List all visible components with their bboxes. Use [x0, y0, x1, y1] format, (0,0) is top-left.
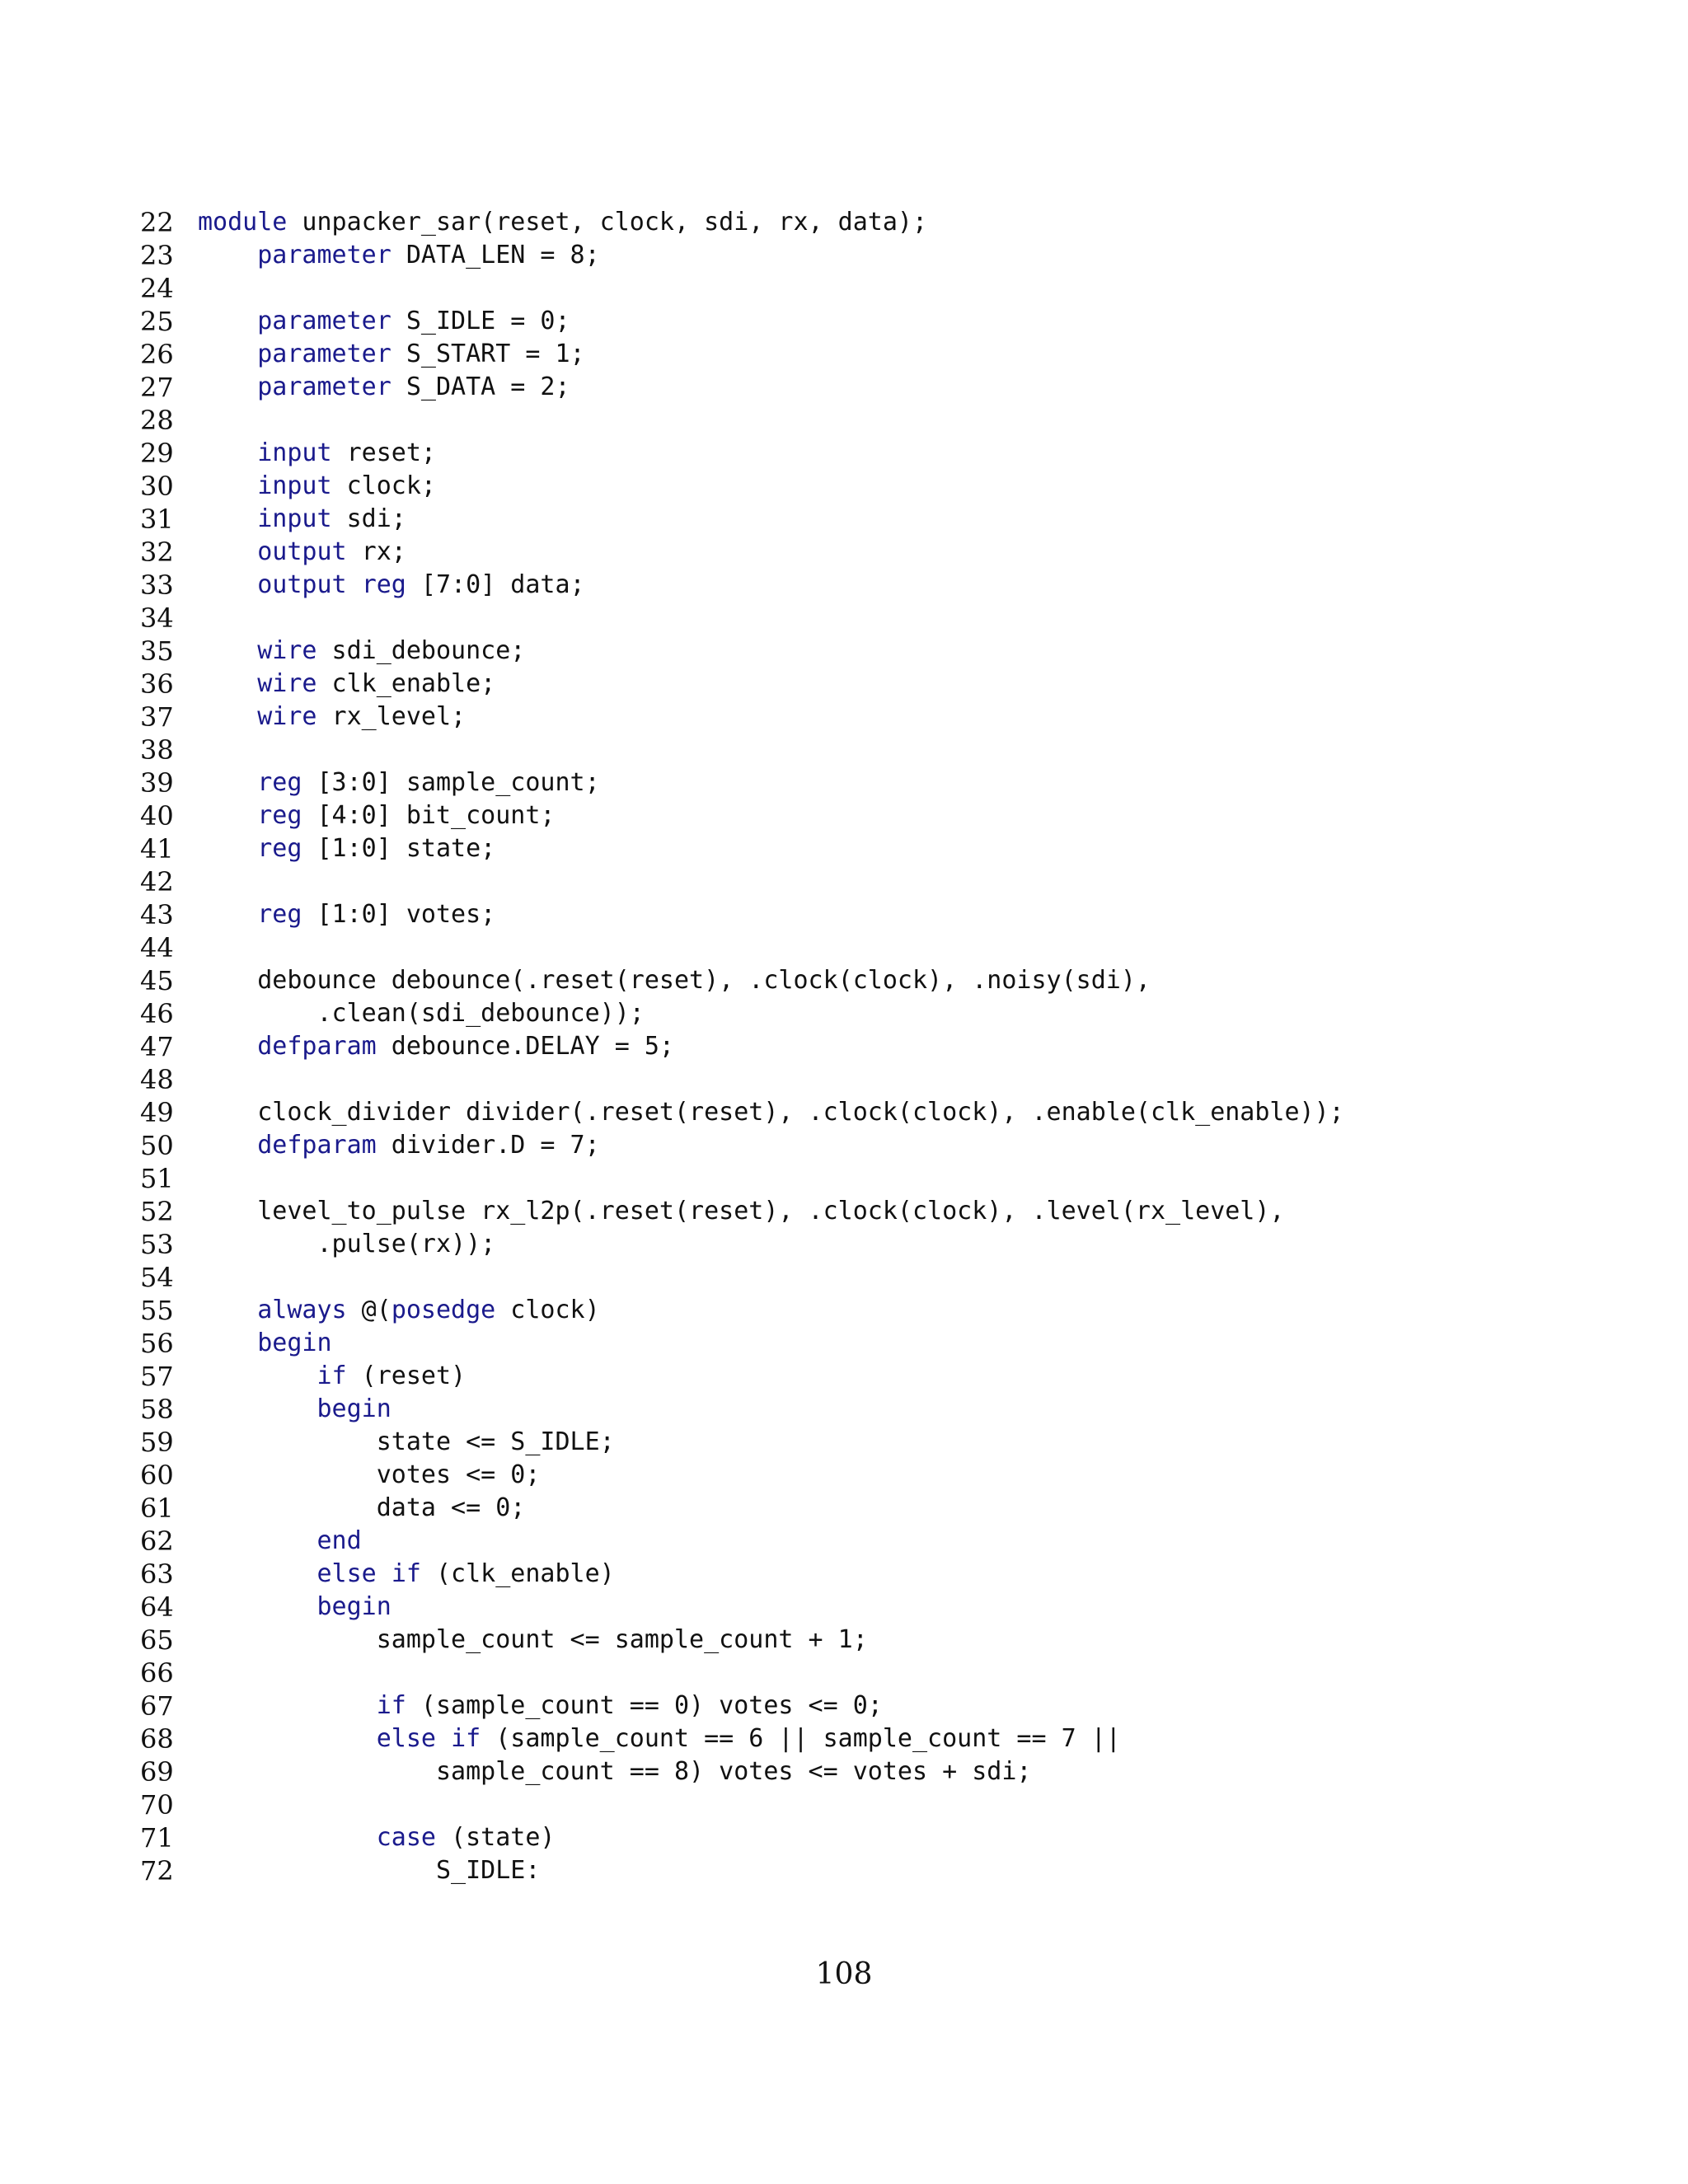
code-token: clock;	[331, 471, 436, 500]
indent	[198, 537, 257, 566]
line-number: 65	[140, 1624, 174, 1656]
code-keyword: parameter	[257, 241, 392, 269]
code-line	[140, 1393, 1624, 1426]
code-line	[140, 1525, 1624, 1558]
code-token: sdi_debounce;	[316, 636, 526, 665]
line-number: 47	[140, 1031, 174, 1062]
code-text	[198, 1722, 1121, 1755]
line-number: 38	[140, 734, 174, 766]
line-number: 54	[140, 1262, 174, 1293]
indent	[198, 1592, 317, 1621]
line-number: 27	[140, 372, 174, 403]
code-token: sdi;	[331, 504, 406, 533]
code-line	[140, 766, 1624, 799]
line-number: 44	[140, 932, 174, 963]
line-number: 46	[140, 998, 174, 1029]
code-keyword: always	[257, 1296, 347, 1324]
code-text	[198, 766, 600, 799]
code-line	[140, 1591, 1624, 1624]
code-text	[198, 1393, 392, 1426]
indent	[198, 1230, 317, 1258]
code-text	[198, 1525, 362, 1558]
code-text	[198, 1030, 674, 1063]
code-line	[140, 964, 1624, 997]
code-token: .pulse(rx));	[316, 1230, 496, 1258]
code-token: S_DATA = 2;	[391, 373, 570, 401]
code-token: [3:0] sample_count;	[302, 768, 600, 797]
indent	[198, 373, 257, 401]
code-keyword: else	[316, 1559, 377, 1588]
code-line	[140, 931, 1624, 964]
code-line	[140, 602, 1624, 635]
line-number: 50	[140, 1130, 174, 1161]
code-text	[198, 1228, 495, 1261]
code-line	[140, 668, 1624, 701]
line-number: 35	[140, 635, 174, 667]
indent	[198, 1823, 377, 1852]
code-line	[140, 1063, 1624, 1096]
code-keyword: if	[391, 1559, 421, 1588]
indent	[198, 636, 257, 665]
code-line	[140, 272, 1624, 305]
line-number: 67	[140, 1690, 174, 1722]
code-token: S_IDLE:	[435, 1856, 541, 1885]
code-keyword: parameter	[257, 307, 392, 335]
code-token: @(	[346, 1296, 392, 1324]
code-keyword: input	[257, 471, 332, 500]
code-token: [7:0] data;	[406, 570, 585, 599]
code-line	[140, 1129, 1624, 1162]
line-number: 55	[140, 1295, 174, 1326]
line-number: 69	[140, 1756, 174, 1788]
code-line	[140, 1690, 1624, 1722]
code-token: debounce debounce(.reset(reset), .clock(clock), .noisy(sdi),	[257, 966, 1151, 995]
line-number: 23	[140, 240, 174, 271]
line-number: 24	[140, 273, 174, 304]
code-line	[140, 701, 1624, 733]
indent	[198, 702, 257, 731]
code-line	[140, 1195, 1624, 1228]
line-number: 68	[140, 1723, 174, 1755]
line-number: 41	[140, 833, 174, 865]
line-number: 43	[140, 899, 174, 930]
line-number: 32	[140, 537, 174, 568]
code-keyword: if	[376, 1691, 406, 1720]
code-keyword: end	[316, 1526, 362, 1555]
indent	[198, 1625, 377, 1654]
line-number: 62	[140, 1526, 174, 1557]
code-line	[140, 733, 1624, 766]
code-line	[140, 1788, 1624, 1821]
code-token: data <= 0;	[376, 1493, 526, 1522]
line-number: 66	[140, 1657, 174, 1689]
code-line	[140, 1261, 1624, 1294]
code-token: (state)	[436, 1823, 556, 1852]
code-keyword: reg	[257, 768, 302, 797]
code-text	[198, 668, 495, 701]
line-number: 25	[140, 306, 174, 337]
indent	[198, 1724, 377, 1753]
line-number: 61	[140, 1493, 174, 1524]
indent	[198, 1757, 436, 1786]
indent	[198, 1361, 317, 1390]
code-token: S_IDLE = 0;	[391, 307, 570, 335]
code-line	[140, 470, 1624, 503]
code-keyword: begin	[316, 1394, 392, 1423]
code-text	[198, 1459, 540, 1492]
code-line	[140, 503, 1624, 536]
indent	[198, 1856, 436, 1885]
code-line	[140, 1854, 1624, 1887]
page-number: 108	[815, 1957, 873, 1991]
code-token: clock_divider divider(.reset(reset), .clock(clock), .enable(clk_enable));	[257, 1098, 1344, 1127]
code-keyword: reg	[257, 900, 302, 929]
code-keyword: input	[257, 438, 332, 467]
code-keyword: else	[376, 1724, 436, 1753]
indent	[198, 340, 257, 368]
code-keyword: output	[257, 537, 347, 566]
code-text	[198, 1821, 556, 1854]
code-token: debounce.DELAY = 5;	[376, 1032, 674, 1061]
code-line	[140, 305, 1624, 338]
line-number: 26	[140, 339, 174, 370]
code-token: [1:0] state;	[302, 834, 496, 863]
code-token: rx;	[346, 537, 406, 566]
code-text	[198, 799, 555, 832]
code-line	[140, 1426, 1624, 1459]
line-number: 36	[140, 668, 174, 700]
code-token: unpacker_sar(reset, clock, sdi, rx, data);	[287, 208, 928, 237]
line-number: 30	[140, 471, 174, 502]
code-keyword: reg	[257, 834, 302, 863]
code-text	[198, 1690, 883, 1722]
line-number: 22	[140, 207, 174, 238]
code-line	[140, 239, 1624, 272]
code-keyword: parameter	[257, 373, 392, 401]
indent	[198, 1197, 257, 1226]
code-token: sample_count <= sample_count + 1;	[376, 1625, 868, 1654]
code-line	[140, 635, 1624, 668]
line-number: 60	[140, 1460, 174, 1491]
code-line	[140, 1162, 1624, 1195]
line-number: 34	[140, 602, 174, 634]
code-keyword: wire	[257, 636, 317, 665]
indent	[198, 1329, 257, 1357]
code-keyword: module	[198, 208, 288, 237]
line-number: 53	[140, 1229, 174, 1260]
code-line	[140, 1821, 1624, 1854]
line-number: 39	[140, 767, 174, 799]
line-number: 52	[140, 1196, 174, 1227]
code-text	[198, 997, 645, 1030]
code-listing	[140, 206, 1624, 1887]
code-text	[198, 635, 525, 668]
code-line	[140, 1030, 1624, 1063]
code-line	[140, 338, 1624, 371]
code-text	[198, 437, 436, 470]
code-token: clock)	[495, 1296, 600, 1324]
code-keyword: defparam	[257, 1131, 377, 1160]
code-keyword: reg	[361, 570, 406, 599]
code-keyword: output	[257, 570, 347, 599]
code-text	[198, 1558, 615, 1591]
code-line	[140, 1492, 1624, 1525]
line-number: 42	[140, 866, 174, 898]
indent	[198, 1493, 377, 1522]
code-text	[198, 1624, 868, 1657]
code-line	[140, 1624, 1624, 1657]
code-line	[140, 437, 1624, 470]
code-line	[140, 1755, 1624, 1788]
code-keyword: case	[376, 1823, 436, 1852]
line-number: 59	[140, 1427, 174, 1458]
line-number: 28	[140, 405, 174, 436]
indent	[198, 438, 257, 467]
code-line	[140, 832, 1624, 865]
line-number: 29	[140, 438, 174, 469]
line-number: 71	[140, 1822, 174, 1854]
line-number: 64	[140, 1591, 174, 1623]
code-token: (sample_count == 6 || sample_count == 7 ||	[481, 1724, 1121, 1753]
indent	[198, 1098, 257, 1127]
indent	[198, 1032, 257, 1061]
line-number: 31	[140, 504, 174, 535]
code-keyword: reg	[257, 801, 302, 830]
code-text	[198, 964, 1151, 997]
code-line	[140, 1228, 1624, 1261]
code-line	[140, 1294, 1624, 1327]
code-line	[140, 206, 1624, 239]
code-line	[140, 371, 1624, 404]
indent	[198, 1296, 257, 1324]
line-number: 49	[140, 1097, 174, 1128]
code-token: (clk_enable)	[420, 1559, 615, 1588]
code-keyword: defparam	[257, 1032, 377, 1061]
code-text	[198, 470, 436, 503]
code-line	[140, 799, 1624, 832]
line-number: 58	[140, 1394, 174, 1425]
line-number: 72	[140, 1855, 174, 1886]
code-keyword: begin	[316, 1592, 392, 1621]
indent	[198, 1131, 257, 1160]
code-text	[198, 1492, 525, 1525]
code-keyword: wire	[257, 669, 317, 698]
code-token: reset;	[331, 438, 436, 467]
code-token: (reset)	[346, 1361, 467, 1390]
code-line	[140, 569, 1624, 602]
indent	[198, 834, 257, 863]
code-keyword: wire	[257, 702, 317, 731]
indent	[198, 1691, 377, 1720]
code-line	[140, 997, 1624, 1030]
indent	[198, 307, 257, 335]
code-token: clk_enable;	[316, 669, 496, 698]
code-line	[140, 1096, 1624, 1129]
code-token: [4:0] bit_count;	[302, 801, 556, 830]
line-number: 33	[140, 569, 174, 601]
indent	[198, 570, 257, 599]
indent	[198, 1427, 377, 1456]
code-text	[198, 305, 570, 338]
code-token	[436, 1724, 451, 1753]
code-token	[347, 570, 362, 599]
code-keyword: posedge	[391, 1296, 496, 1324]
code-text	[198, 1360, 466, 1393]
code-text	[198, 1294, 600, 1327]
code-line	[140, 1327, 1624, 1360]
code-token: S_START = 1;	[391, 340, 585, 368]
code-token: DATA_LEN = 8;	[391, 241, 600, 269]
code-token: sample_count == 8) votes <= votes + sdi;	[435, 1757, 1032, 1786]
code-keyword: if	[316, 1361, 347, 1390]
indent	[198, 900, 257, 929]
code-line	[140, 1459, 1624, 1492]
code-token: votes <= 0;	[376, 1460, 541, 1489]
line-number: 57	[140, 1361, 174, 1392]
code-token: (sample_count == 0) votes <= 0;	[406, 1691, 883, 1720]
code-text	[198, 1096, 1344, 1129]
line-number: 70	[140, 1789, 174, 1821]
code-token: .clean(sdi_debounce));	[316, 999, 645, 1028]
code-line	[140, 1558, 1624, 1591]
indent	[198, 999, 317, 1028]
code-text	[198, 371, 570, 404]
indent	[198, 241, 257, 269]
indent	[198, 1394, 317, 1423]
code-text	[198, 1426, 615, 1459]
code-line	[140, 1657, 1624, 1690]
code-text	[198, 1195, 1285, 1228]
code-text	[198, 1129, 600, 1162]
code-keyword: begin	[257, 1329, 332, 1357]
code-text	[198, 1755, 1031, 1788]
code-text	[198, 898, 495, 931]
code-text	[198, 1327, 332, 1360]
code-text	[198, 206, 927, 239]
code-line	[140, 536, 1624, 569]
code-text	[198, 832, 495, 865]
indent	[198, 966, 257, 995]
line-number: 56	[140, 1328, 174, 1359]
indent	[198, 768, 257, 797]
code-text	[198, 338, 585, 371]
indent	[198, 669, 257, 698]
code-token: rx_level;	[316, 702, 467, 731]
code-token	[377, 1559, 392, 1588]
code-line	[140, 865, 1624, 898]
code-line	[140, 1722, 1624, 1755]
indent	[198, 1460, 377, 1489]
code-token: level_to_pulse rx_l2p(.reset(reset), .clock(clock), .level(rx_level),	[257, 1197, 1285, 1226]
line-number: 37	[140, 701, 174, 733]
line-number: 63	[140, 1558, 174, 1590]
code-token: divider.D = 7;	[376, 1131, 600, 1160]
code-text	[198, 701, 466, 733]
indent	[198, 1526, 317, 1555]
code-keyword: parameter	[257, 340, 392, 368]
code-keyword: input	[257, 504, 332, 533]
code-keyword: if	[451, 1724, 481, 1753]
line-number: 51	[140, 1163, 174, 1194]
code-text	[198, 239, 600, 272]
code-token: state <= S_IDLE;	[376, 1427, 615, 1456]
indent	[198, 801, 257, 830]
indent	[198, 1559, 317, 1588]
line-number: 45	[140, 965, 174, 996]
code-text	[198, 536, 406, 569]
code-line	[140, 898, 1624, 931]
code-text	[198, 503, 406, 536]
indent	[198, 471, 257, 500]
code-text	[198, 1591, 392, 1624]
line-number: 48	[140, 1064, 174, 1095]
code-line	[140, 1360, 1624, 1393]
code-token: [1:0] votes;	[302, 900, 496, 929]
line-number: 40	[140, 800, 174, 832]
indent	[198, 504, 257, 533]
code-text	[198, 1854, 540, 1887]
code-line	[140, 404, 1624, 437]
code-text	[198, 569, 585, 602]
